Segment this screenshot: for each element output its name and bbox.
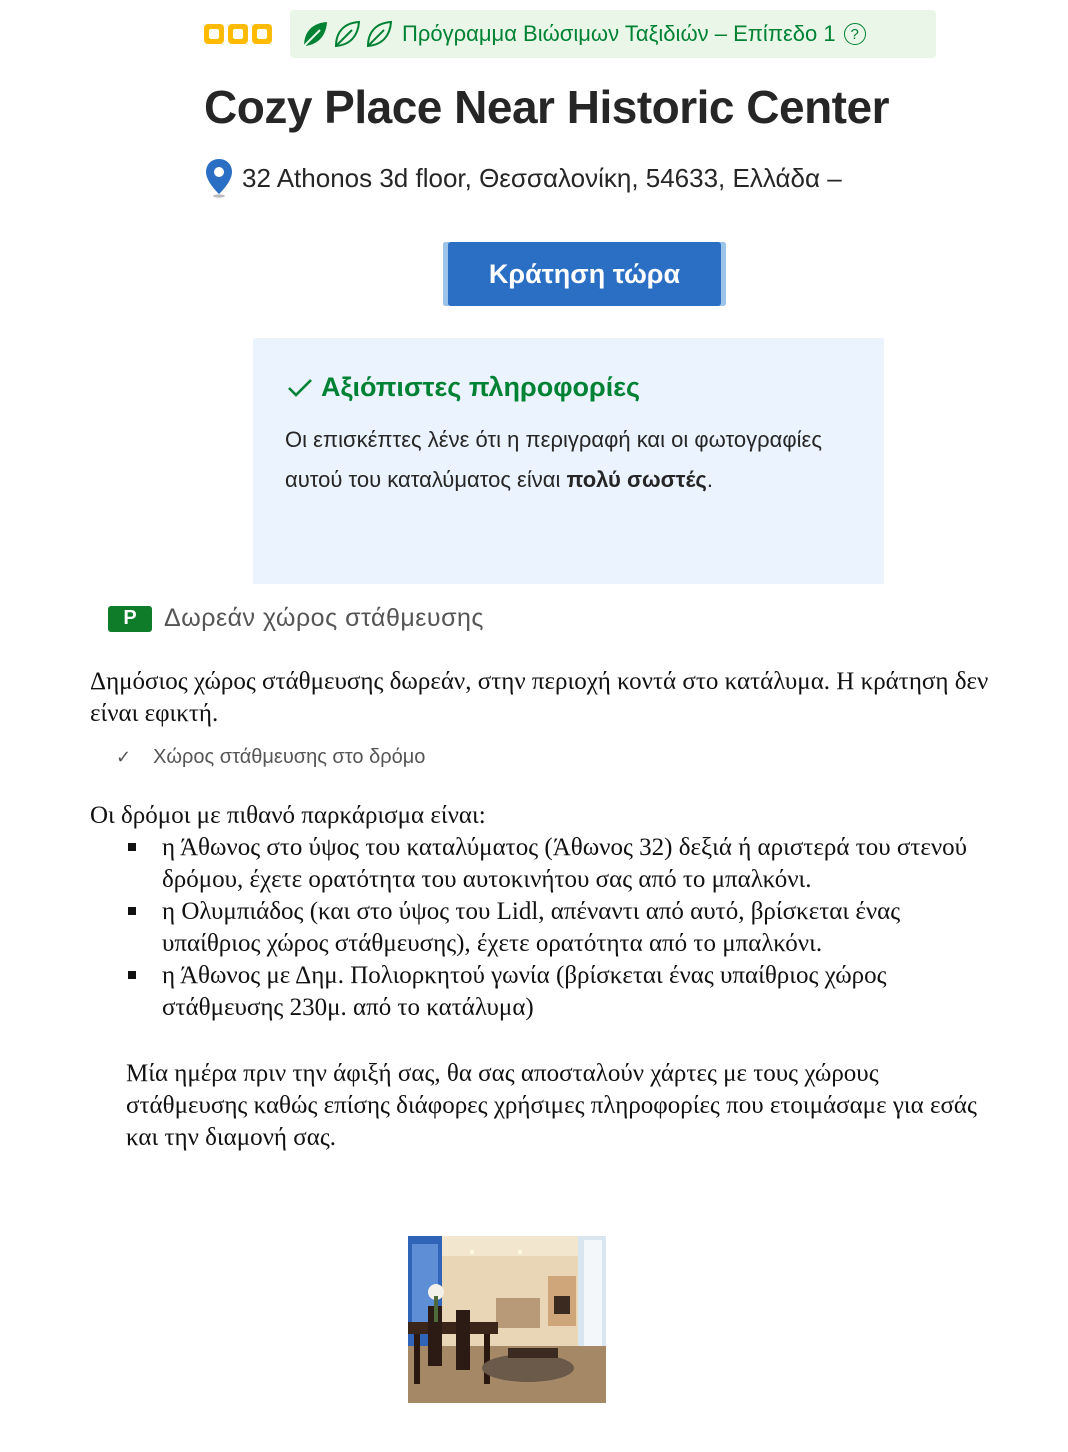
list-item: η Άθωνος με Δημ. Πολιορκητού γωνία (βρίσκεται ένας υπαίθριος χώρος στάθμευσης 230μ. από το κατάλυμα)	[128, 960, 998, 1024]
reliable-info-text-start: Οι επισκέπτες λένε ότι η περιγραφή και οι φωτογραφίες αυτού του καταλύματος είναι	[285, 427, 822, 492]
leaf-rating	[300, 18, 394, 50]
parking-icon: P	[108, 606, 152, 632]
property-title: Cozy Place Near Historic Center	[204, 81, 889, 133]
reliable-info-text-end: .	[706, 467, 713, 492]
parking-title: Δωρεάν χώρος στάθμευσης	[164, 604, 484, 632]
streets-title: Οι δρόμοι με πιθανό παρκάρισμα είναι:	[90, 802, 486, 829]
address-text: 32 Athonos 3d floor, Θεσσαλονίκη, 54633, Ελλάδα –	[242, 162, 842, 193]
star-square-icon	[204, 24, 224, 44]
rating-squares	[204, 24, 272, 44]
parking-feature-label: Χώρος στάθμευσης στο δρόμο	[153, 746, 426, 768]
property-photo[interactable]	[408, 1236, 606, 1403]
streets-list	[128, 832, 998, 1024]
star-square-icon	[252, 24, 272, 44]
reliable-info-title: Αξιόπιστες πληροφορίες	[321, 372, 641, 402]
star-square-icon	[228, 24, 248, 44]
leaf-icon	[332, 18, 362, 50]
reliable-info-text	[285, 420, 855, 500]
parking-header	[108, 604, 484, 633]
map-pin-icon	[204, 158, 234, 198]
living-room-image	[408, 1236, 606, 1403]
closing-paragraph: Μία ημέρα πριν την άφιξή σας, θα σας αποσταλούν χάρτες με τους χώρους στάθμευσης καθώς επίσης διάφορες χρήσιμες πληροφορίες που ετοιμάσαμε για εσάς και την διαμονή σας.	[126, 1060, 977, 1151]
sustainability-label: Πρόγραμμα Βιώσιμων Ταξιδιών – Επίπεδο 1	[402, 21, 836, 46]
sustainability-badge[interactable]	[290, 10, 936, 58]
leaf-icon	[364, 18, 394, 50]
checkmark-icon: ✓	[116, 747, 132, 767]
list-item: η Ολυμπιάδος (και στο ύψος του Lidl, απέναντι από αυτό, βρίσκεται ένας υπαίθριος χώρος στάθμευσης), έχετε ορατότητα από το μπαλκόνι.	[128, 896, 998, 960]
leaf-icon	[300, 18, 330, 50]
reliable-info-highlight: πολύ σωστές	[566, 467, 707, 492]
book-now-button[interactable]: Κράτηση τώρα	[443, 242, 726, 306]
parking-description: Δημόσιος χώρος στάθμευσης δωρεάν, στην περιοχή κοντά στο κατάλυμα. Η κράτηση δεν είναι εφικτή.	[90, 668, 989, 727]
parking-feature	[116, 746, 425, 769]
reliable-info-box	[253, 338, 884, 584]
checkmark-icon	[287, 377, 313, 399]
list-item: η Άθωνος στο ύψος του καταλύματος (Άθωνος 32) δεξιά ή αριστερά του στενού δρόμου, έχετε ορατότητα του αυτοκινήτου σας από το μπαλκόνι.	[128, 832, 998, 896]
question-circle-icon[interactable]: ?	[844, 23, 866, 45]
address-row[interactable]	[204, 158, 842, 198]
